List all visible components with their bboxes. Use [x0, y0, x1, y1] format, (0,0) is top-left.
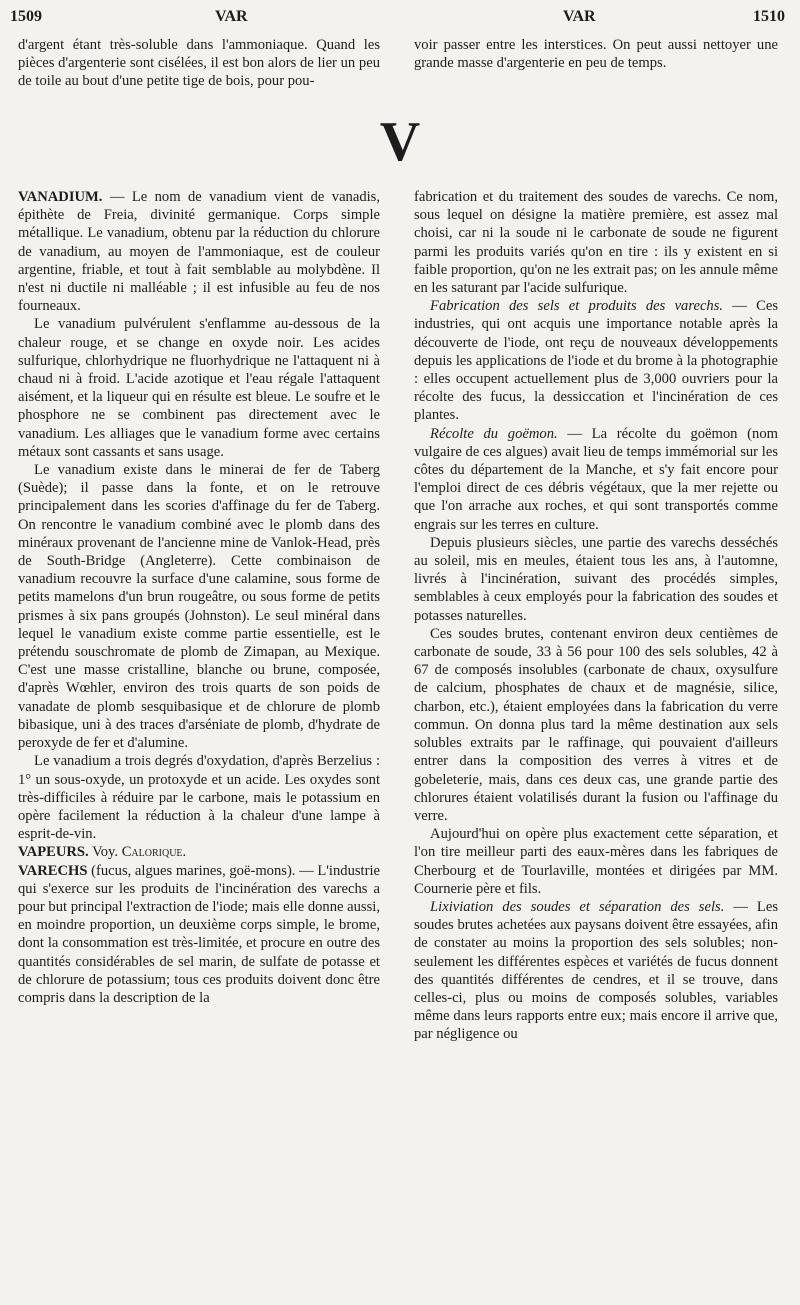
- continued-paragraph-end: voir passer entre les interstices. On peut aussi nettoyer une grande masse d'argenterie en peu de temps.: [414, 37, 778, 72]
- continued-paragraph: d'argent étant très-soluble dans l'ammoniaque. Quand les pièces d'argenterie sont cisélées, il est bon alors de lier un peu de toile au bout d'une petite tige de bois, pour pou-: [18, 37, 380, 90]
- subsection-title: Récolte du goëmon.: [430, 425, 558, 442]
- entry-head-vapeurs: VAPEURS.: [18, 844, 89, 861]
- entry-post-vapeurs: .: [182, 844, 187, 861]
- entry-sub-varechs: (fucus, algues marines, goë-mons).: [87, 862, 296, 879]
- subsection-text: — Les soudes brutes achetées aux paysans doivent être essayées, afin de constater au moins la proportion des sels solubles; non-seulement les différentes espèces et variétés de fucus donnent des quantités différentes de cendres, et il se trouve, dans celles-ci, plus ou moins de composés solubles, variables même dans leurs rapports entre eux; mais encore il arrive que, par négligence ou: [414, 898, 779, 1043]
- top-right-column: [414, 36, 778, 72]
- paragraph: Aujourd'hui on opère plus exactement cette séparation, et l'on tire meilleur parti des eaux-mères dans les fabriques de Cherbourg et de Tourlaville, montées et dirigées par MM. Cournerie père et fils.: [414, 826, 778, 897]
- subsection-title: Fabrication des sels et produits des varechs.: [430, 298, 724, 315]
- page-number-right: 1510: [753, 8, 785, 25]
- left-column: [18, 188, 380, 1007]
- section-letter: V: [379, 111, 421, 173]
- running-header: [0, 8, 800, 30]
- cross-reference-calorique: Calorique: [121, 844, 183, 861]
- entry-text-varechs: — L'industrie qui s'exerce sur les produits de l'incinération des varechs a pour but principal l'extraction de l'iode; mais elle donne aussi, en moindre proportion, un deuxième corps simple, le brome, dont la consommation est très-limitée, et procure en outre des quantités considérables de sel marin, de sulfate de potasse et de chlorure de potassium; tous ces produits doivent donc être compris dans la description de la: [18, 862, 380, 1006]
- subsection-text: — Ces industries, qui ont acquis une importance notable après la découverte de l'iode, ont reçu de nouveaux développements depuis les applications de l'iode et du brome à la photographie : elles occupent actuellement plus de 3,000 ouvriers pour la récolte des fucus, la dessiccation et l'incinération de ces plantes.: [414, 298, 778, 424]
- right-column: [414, 188, 778, 1044]
- header-keyword-right: VAR: [563, 8, 596, 25]
- subsection-text: — La récolte du goëmon (nom vulgaire de ces algues) avait lieu de temps immémorial sur les côtes du département de la Manche, et s'y fait encore pour l'emploi direct de ces débris végétaux, que la mer rejette ou que l'on arrache aux roches, et qui sont transportés comme engrais sur les terres en culture.: [414, 425, 778, 533]
- subsection-title: Lixiviation des soudes et séparation des sels.: [430, 898, 725, 915]
- subsection-recolte: [414, 425, 778, 534]
- entry-head-varechs: VARECHS: [18, 862, 88, 879]
- entry-vanadium: [18, 188, 380, 315]
- paragraph: Le vanadium existe dans le minerai de fer de Taberg (Suède); il passe dans la fonte, et on le retrouve principalement dans les scories d'affinage du fer de Taberg. On rencontre le vanadium combiné avec le plomb dans des minéraux provenant de l'ancienne mine de Vanlok-Head, près de South-Bridge (Angleterre). Cette combinaison de vanadium recouvre la surface d'une calamine, sous forme de petits mamelons d'un brun rougeâtre, ou sous forme de petits prismes à six pans groupés (Johnston). Le seul minéral dans lequel le vanadium existe comme partie essentielle, est le prétendu souschromate de plomb de Zimapan, au Mexique. C'est une masse cristalline, blanche ou brune, composée, d'après Wœhler, environ des trois quarts de son poids de vanadate de plomb sesquibasique et de chlorure de plomb bibasique, uni à des traces d'arséniate de plomb, d'hydrate de peroxyde de fer et d'alumine.: [18, 462, 380, 752]
- paragraph: Ces soudes brutes, contenant environ deux centièmes de carbonate de soude, 33 à 56 pour 100 des sels solubles, 42 à 67 de composés insolubles (carbonate de chaux, oxysulfure de calcium, phosphates de chaux et de magnésie, silice, charbon, etc.), étaient employées dans la fabrication du verre commun. On donna plus tard la même destination aux sels solubles extraits par le raffinage, qui pouvaient d'ailleurs entrer dans la composition des verres à vitres et de gobeleterie, mais, dans ces deux cas, une grande partie des chlorures étaient volatilisés durant la fusion ou l'affinage du verre.: [414, 625, 778, 824]
- paragraph: Depuis plusieurs siècles, une partie des varechs desséchés au soleil, mis en meules, étaient tous les ans, à l'automne, livrés à l'incinération, suivant des procédés simples, semblables à ceux employés pour la fabrication des soudes et potasses naturelles.: [414, 534, 778, 624]
- subsection-lixiviation: [414, 898, 778, 1044]
- entry-head-vanadium: VANADIUM.: [18, 189, 103, 205]
- top-left-column: [18, 36, 380, 91]
- subsection-fabrication: [414, 297, 778, 424]
- entry-pre-vapeurs: Voy.: [88, 844, 122, 861]
- paragraph: fabrication et du traitement des soudes de varechs. Ce nom, sous lequel on désigne la matière première, est assez mal choisi, car ni la soude ni le carbonate de soude ne figurent parmi les produits variés qu'on en tire : ils y existent en si faible proportion, qu'on ne les extrait pas; on les annule même en les saturant par l'acide sulfurique.: [414, 189, 778, 297]
- paragraph: Le vanadium pulvérulent s'enflamme au-dessous de la chaleur rouge, et se change en oxyde noir. Les acides sulfurique, chlorhydrique ne fluorhydrique ne l'attaquent ni à chaud ni à froid. L'acide azotique et l'eau régale l'attaquent aisément, et la liqueur qui en résulte est bleue. Le soufre et le phosphore ne se combinent pas directement avec le vanadium. Les alliages que le vanadium forme avec certains métaux sont cassants et sans usage.: [18, 316, 380, 460]
- entry-varechs: [18, 862, 380, 1008]
- page-number-left: 1509: [10, 8, 42, 25]
- header-keyword-left: VAR: [215, 8, 248, 25]
- entry-vapeurs: [18, 843, 380, 861]
- paragraph: Le vanadium a trois degrés d'oxydation, d'après Berzelius : 1° un sous-oxyde, un protoxyde et un acide. Les oxydes sont très-difficiles à réduire par le carbone, mais le potassium en opère facilement la réduction à la chaleur d'une lampe à esprit-de-vin.: [18, 753, 380, 843]
- entry-text-vanadium: — Le nom de vanadium vient de vanadis, épithète de Freia, divinité germanique. Corps simple métallique. Le vanadium, obtenu par la réduction du chlorure de vanadium, au moyen de l'ammoniaque, est de couleur argentine, friable, et tout à fait semblable au molybdène. Il n'est ni ductile ni malléable ; il est infusible au feu de nos fourneaux.: [18, 189, 380, 315]
